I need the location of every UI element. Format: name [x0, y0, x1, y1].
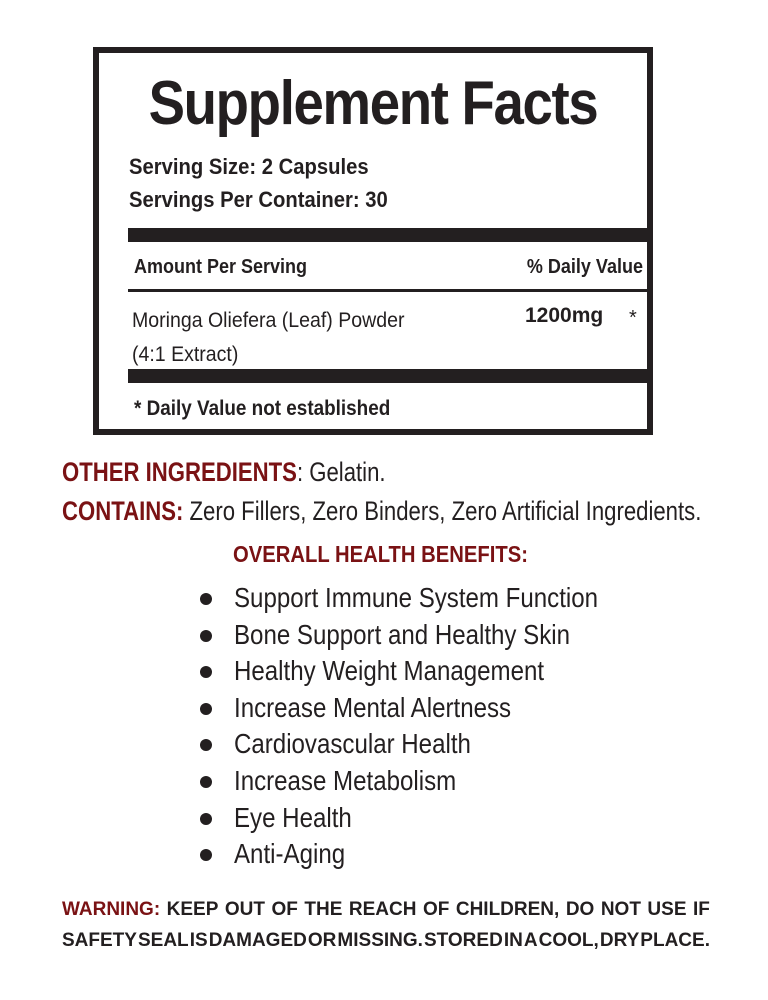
warning-line-2: [62, 925, 710, 956]
bullet-icon: [200, 813, 212, 825]
warning-word: THE: [304, 899, 343, 920]
warning-block: [62, 894, 710, 956]
benefit-text: Increase Mental Alertness: [234, 691, 512, 723]
divider-thick-bottom: [128, 369, 652, 383]
divider-thick-top: [128, 228, 652, 242]
warning-label: WARNING:: [62, 899, 161, 920]
ingredient-row: [132, 304, 404, 372]
benefit-text: Healthy Weight Management: [234, 655, 545, 687]
benefit-text: Anti-Aging: [234, 838, 346, 870]
warning-word: SAFETY: [62, 930, 137, 951]
warning-word: A: [523, 930, 538, 951]
serving-size: Serving Size: 2 Capsules: [129, 154, 369, 179]
warning-word: MISSING.: [337, 930, 423, 951]
warning-word: PLACE.: [640, 930, 710, 951]
warning-word: DAMAGED: [208, 930, 307, 951]
warning-word: COOL,: [538, 930, 599, 951]
warning-word: IN: [503, 930, 523, 951]
bullet-icon: [200, 593, 212, 605]
warning-word: REACH: [348, 899, 417, 920]
warning-word: DRY: [599, 930, 640, 951]
bullet-icon: [200, 703, 212, 715]
other-ingredients-separator: :: [296, 457, 304, 487]
warning-word: STORED: [423, 930, 503, 951]
warning-word: CHILDREN,: [455, 899, 560, 920]
contains-line: [62, 494, 701, 528]
other-ingredients-label: OTHER INGREDIENTS: [62, 457, 297, 487]
warning-word: OR: [307, 930, 337, 951]
contains-value: Zero Fillers, Zero Binders, Zero Artificial Ingredients.: [183, 496, 702, 526]
other-ingredients-value: Gelatin.: [303, 457, 386, 487]
warning-word: IS: [189, 930, 208, 951]
warning-word: KEEP: [166, 899, 219, 920]
warning-word: DO: [565, 899, 595, 920]
bullet-icon: [200, 776, 212, 788]
warning-word: NOT: [600, 899, 641, 920]
servings-per-container: Servings Per Container: 30: [129, 187, 388, 212]
bullet-icon: [200, 630, 212, 642]
warning-word: OF: [422, 899, 450, 920]
warning-word: SEAL: [137, 930, 189, 951]
benefit-text: Increase Metabolism: [234, 764, 457, 796]
warning-line-1: [62, 894, 710, 925]
other-ingredients-line: [62, 455, 386, 489]
bullet-icon: [200, 739, 212, 751]
facts-title: Supplement Facts: [148, 69, 598, 138]
supplement-facts-panel: [93, 47, 653, 435]
contains-label: CONTAINS:: [62, 496, 184, 526]
warning-word: OUT: [224, 899, 266, 920]
ingredient-amount: 1200mg: [525, 304, 604, 327]
ingredient-name: Moringa Oliefera (Leaf) Powder: [132, 309, 405, 332]
ingredient-daily-value: *: [629, 307, 637, 329]
header-daily-value: % Daily Value: [526, 256, 643, 278]
daily-value-footnote: * Daily Value not established: [134, 397, 391, 420]
warning-word: IF: [693, 899, 710, 920]
bullet-icon: [200, 849, 212, 861]
benefits-title: OVERALL HEALTH BENEFITS:: [233, 541, 528, 567]
ingredient-detail: (4:1 Extract): [132, 343, 239, 366]
divider-thin: [128, 289, 652, 292]
header-amount-per-serving: Amount Per Serving: [134, 256, 308, 278]
benefit-text: Cardiovascular Health: [234, 728, 471, 760]
warning-word: OF: [271, 899, 298, 920]
benefit-text: Eye Health: [234, 801, 352, 833]
warning-word: USE: [647, 899, 687, 920]
benefit-text: Support Immune System Function: [234, 582, 599, 613]
benefit-text: Bone Support and Healthy Skin: [234, 618, 571, 650]
bullet-icon: [200, 666, 212, 678]
